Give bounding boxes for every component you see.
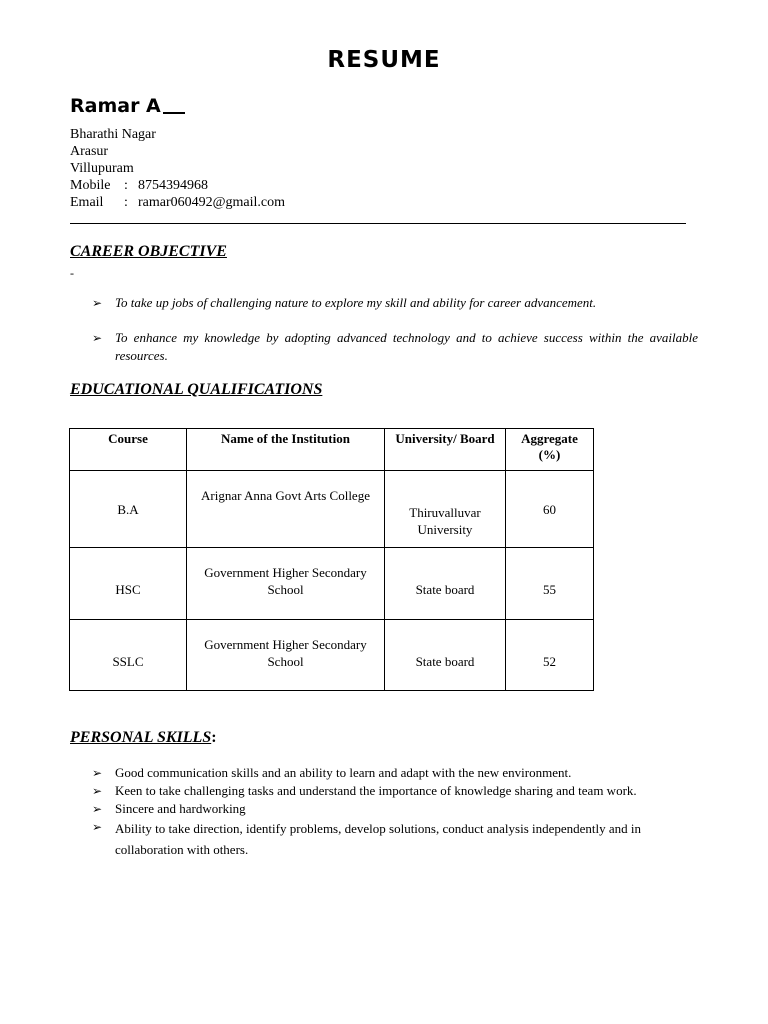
separator: :: [124, 195, 128, 210]
cell-course: B.A: [70, 471, 187, 548]
skill-text: Ability to take direction, identify problems, develop solutions, conduct analysis independently and in collaboration with others.: [115, 821, 642, 857]
education-table: [69, 428, 594, 691]
header-divider: [70, 223, 686, 224]
list-item: [92, 764, 702, 782]
cell-aggregate: 60: [506, 471, 594, 548]
objective-text: To take up jobs of challenging nature to explore my skill and ability for career advancement.: [115, 295, 597, 310]
career-objective-heading: CAREER OBJECTIVE: [70, 243, 227, 260]
arrow-bullet-icon: ➢: [92, 766, 103, 780]
header-course: Course: [70, 429, 187, 471]
arrow-bullet-icon: ➢: [92, 296, 103, 310]
cell-institution: Government Higher Secondary School: [187, 620, 385, 691]
header-aggregate: Aggregate (%): [506, 429, 594, 471]
cell-institution: Arignar Anna Govt Arts College: [187, 471, 385, 548]
objective-item: [92, 329, 698, 365]
cell-aggregate: 52: [506, 620, 594, 691]
arrow-bullet-icon: ➢: [92, 820, 103, 834]
mobile-row: [70, 177, 285, 194]
skill-text: Good communication skills and an ability to learn and adapt with the new environment.: [115, 765, 572, 780]
address-line: Villupuram: [70, 161, 134, 176]
heading-colon: :: [211, 729, 217, 746]
table-row: [70, 471, 594, 548]
table-row: [70, 548, 594, 620]
education-heading: EDUCATIONAL QUALIFICATIONS: [70, 381, 323, 398]
cell-institution: Government Higher Secondary School: [187, 548, 385, 620]
skill-text: Keen to take challenging tasks and understand the importance of knowledge sharing and team work.: [115, 783, 637, 798]
arrow-bullet-icon: ➢: [92, 802, 103, 816]
cell-university: State board: [385, 548, 506, 620]
candidate-name: [70, 95, 185, 117]
objective-item: [92, 294, 698, 312]
list-item: [92, 818, 702, 860]
cell-course: HSC: [70, 548, 187, 620]
mobile-label: Mobile: [70, 178, 111, 193]
cell-university: Thiruvalluvar University: [385, 471, 506, 548]
name-underline: [163, 112, 185, 114]
email-row: [70, 194, 285, 211]
address-line: Bharathi Nagar: [70, 127, 156, 142]
personal-skills-heading-wrap: [70, 729, 217, 747]
contact-block: [70, 126, 285, 211]
table-row: [70, 620, 594, 691]
cell-aggregate: 55: [506, 548, 594, 620]
skills-list: [92, 764, 702, 860]
arrow-bullet-icon: ➢: [92, 784, 103, 798]
stray-dash: -: [70, 266, 74, 280]
skill-text: Sincere and hardworking: [115, 801, 246, 816]
mobile-value: 8754394968: [138, 178, 208, 193]
personal-skills-heading: PERSONAL SKILLS: [70, 729, 212, 746]
email-value: ramar060492@gmail.com: [138, 195, 286, 210]
objective-text: To enhance my knowledge by adopting advanced technology and to achieve success within the available resources.: [115, 330, 698, 363]
cell-university: State board: [385, 620, 506, 691]
cell-course: SSLC: [70, 620, 187, 691]
list-item: [92, 782, 702, 800]
address-line: Arasur: [70, 144, 109, 159]
table-header-row: [70, 429, 594, 471]
list-item: [92, 800, 702, 818]
resume-title: RESUME: [327, 47, 441, 73]
header-university: University/ Board: [385, 429, 506, 471]
candidate-name-text: Ramar A: [70, 95, 161, 117]
separator: :: [124, 178, 128, 193]
arrow-bullet-icon: ➢: [92, 331, 103, 345]
email-label: Email: [70, 195, 104, 210]
header-institution: Name of the Institution: [187, 429, 385, 471]
